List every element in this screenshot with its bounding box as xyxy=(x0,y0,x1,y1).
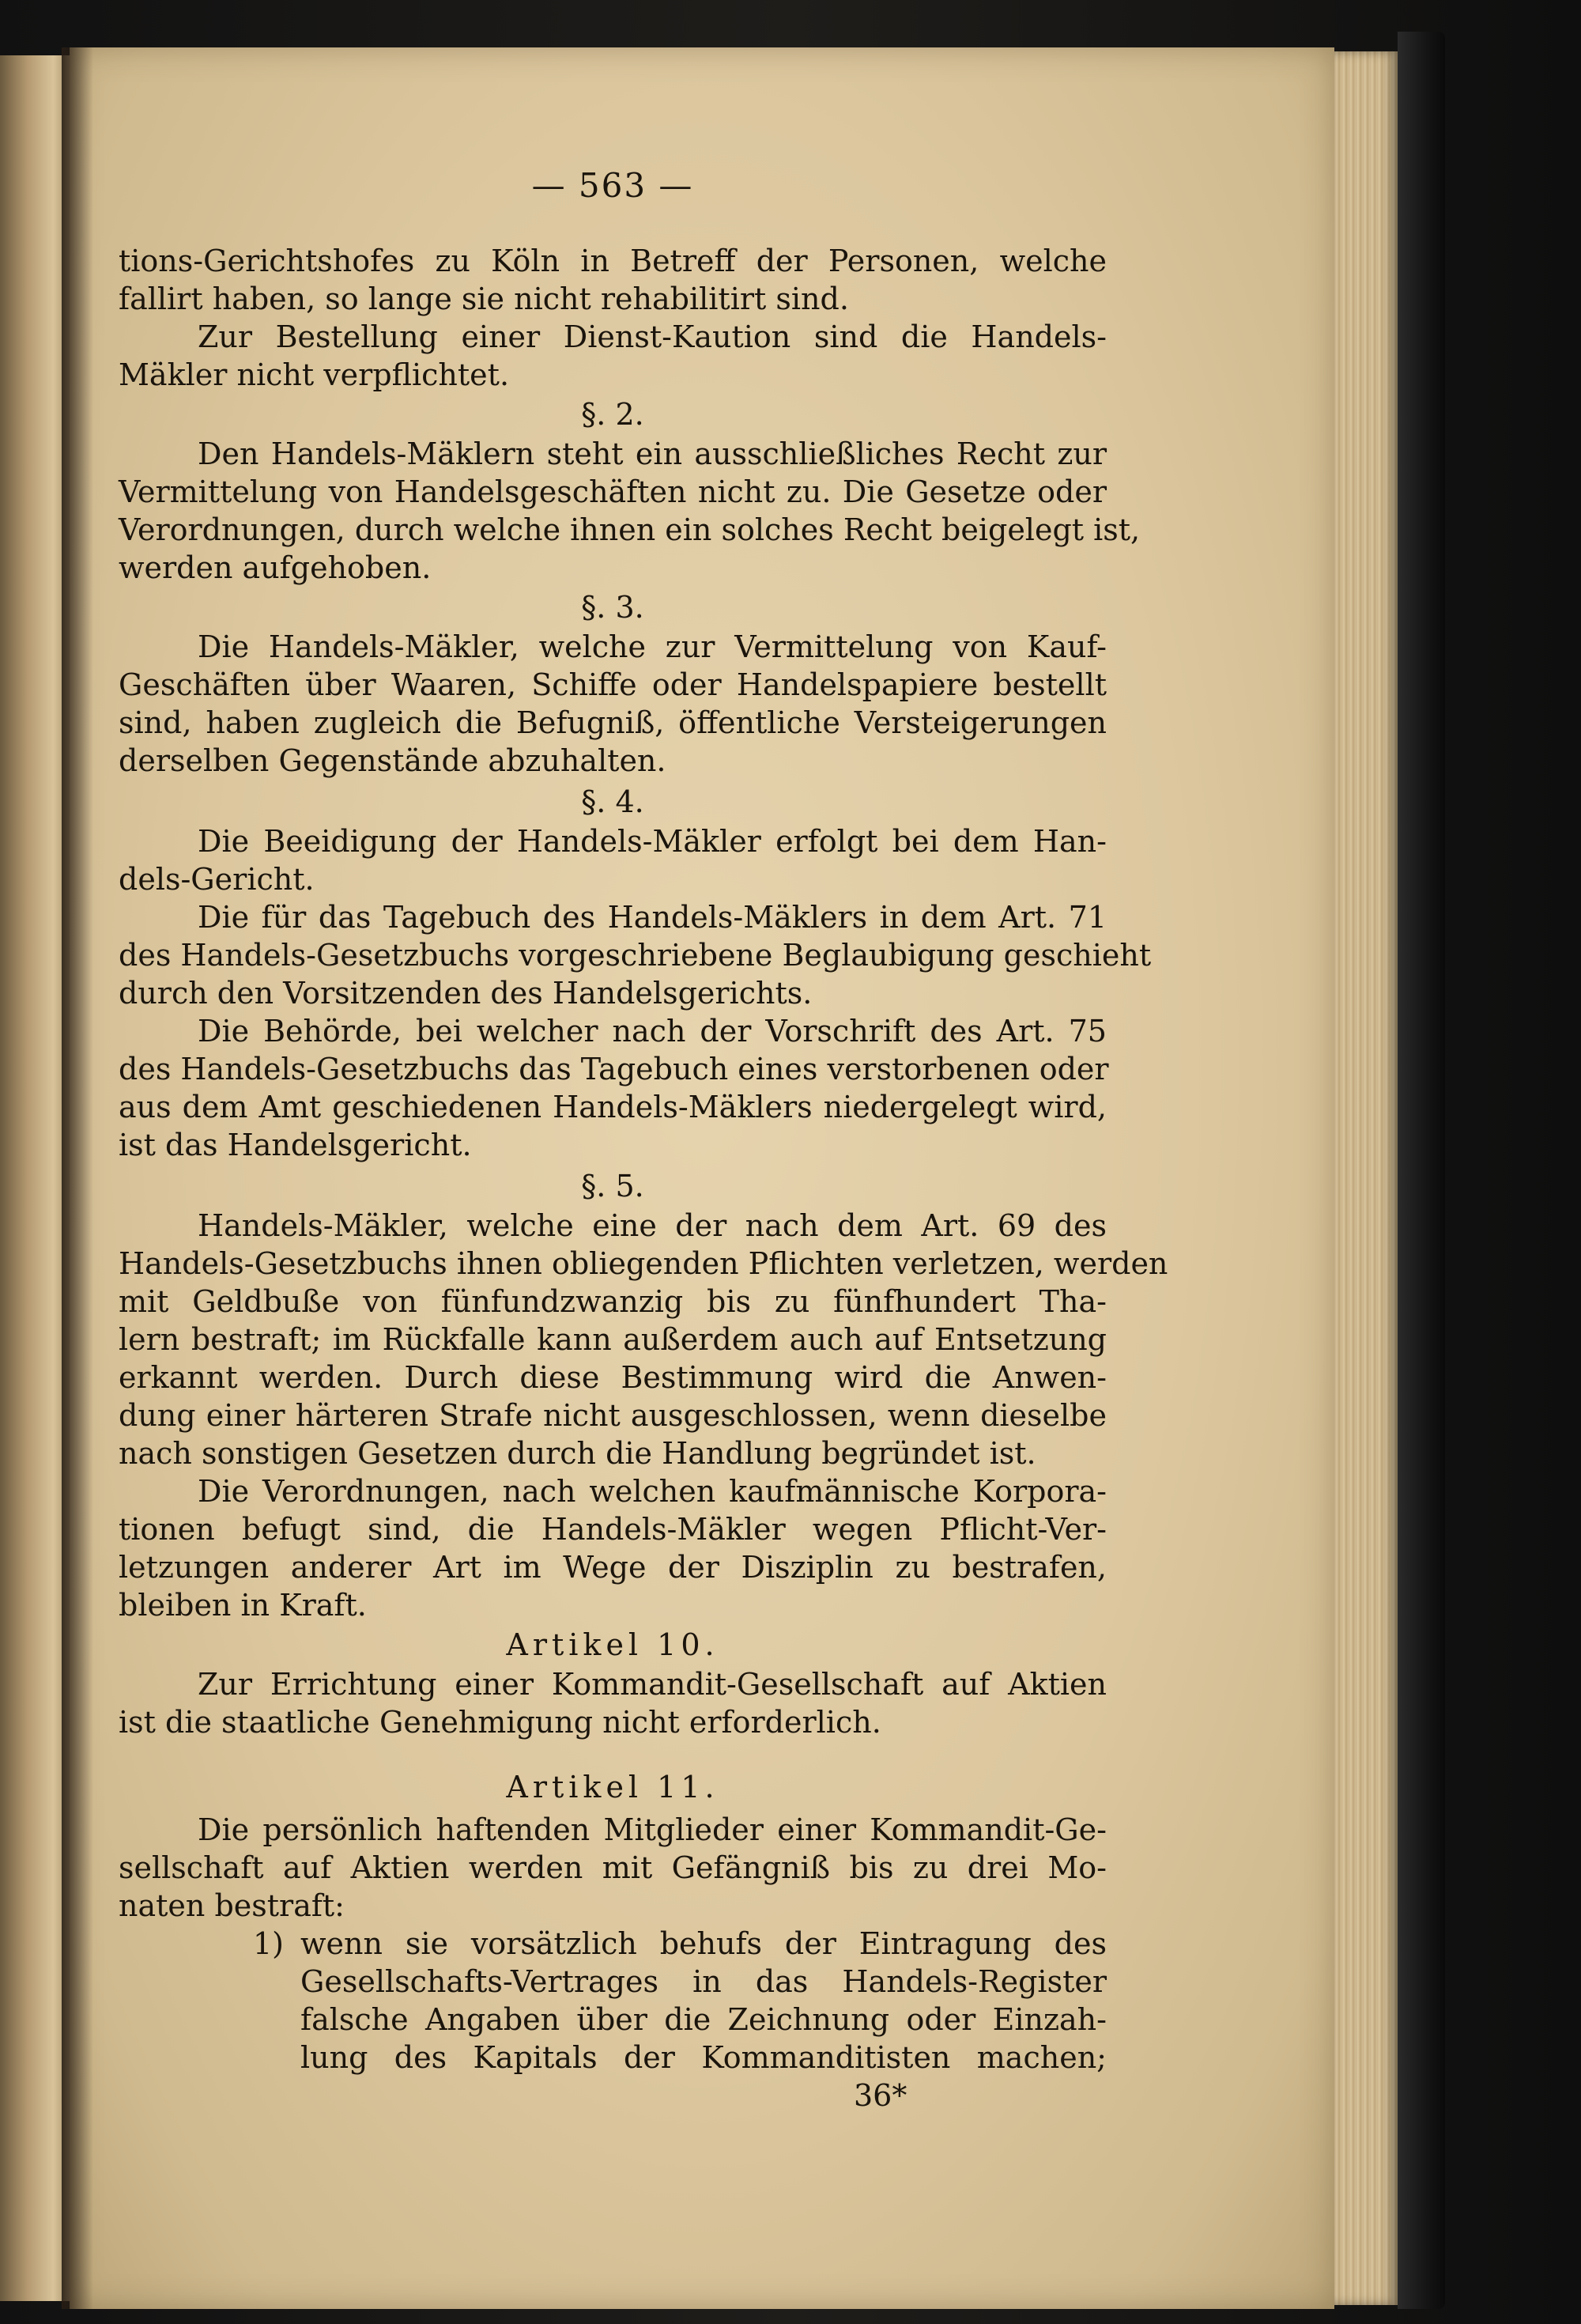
text-line: dung einer härteren Strafe nicht ausgeschlossen, wenn dieselbe xyxy=(119,1398,1107,1433)
text-line: bleiben in Kraft. xyxy=(119,1588,367,1623)
text-line: Die Behörde, bei welcher nach der Vorschrift des Art. 75 xyxy=(198,1014,1107,1049)
list-item-line: wenn sie vorsätzlich behufs der Eintragung des xyxy=(300,1926,1107,1961)
text-line: des Handels-Gesetzbuchs vorgeschriebene Beglaubigung geschieht xyxy=(119,938,1152,973)
text-line: lern bestraft; im Rückfalle kann außerdem auch auf Entsetzung xyxy=(119,1322,1107,1357)
left-page-edge xyxy=(0,55,71,2301)
text-line: aus dem Amt geschiedenen Handels-Mäklers niedergelegt wird, xyxy=(119,1090,1107,1124)
text-line: Geschäften über Waaren, Schiffe oder Handelspapiere bestellt xyxy=(119,667,1107,702)
text-line: des Handels-Gesetzbuchs das Tagebuch eines verstorbenen oder xyxy=(119,1052,1109,1086)
text-line: Den Handels-Mäklern steht ein ausschließliches Recht zur xyxy=(198,436,1107,471)
text-line: Mäkler nicht verpflichtet. xyxy=(119,357,510,392)
gutter-shadow xyxy=(62,47,93,2309)
text-line: tionen befugt sind, die Handels-Mäkler wegen Pflicht-Ver- xyxy=(119,1512,1107,1547)
text-line: Die Verordnungen, nach welchen kaufmännische Korpora- xyxy=(198,1474,1107,1509)
text-line: fallirt haben, so lange sie nicht rehabilitirt sind. xyxy=(119,282,849,316)
text-line: ist das Handelsgericht. xyxy=(119,1128,472,1162)
text-line: Die Beeidigung der Handels-Mäkler erfolgt bei dem Han- xyxy=(198,824,1107,859)
text-line: Die Handels-Mäkler, welche zur Vermittelung von Kauf- xyxy=(198,629,1107,664)
section-heading: §. 2. xyxy=(581,397,644,432)
text-line: Zur Errichtung einer Kommandit-Gesellschaft auf Aktien xyxy=(198,1667,1107,1702)
signature-mark: 36* xyxy=(854,2078,907,2113)
page-fore-edge xyxy=(1334,51,1398,2305)
section-heading: §. 3. xyxy=(581,590,644,625)
list-item-line: lung des Kapitals der Kommanditisten machen; xyxy=(300,2040,1107,2075)
text-line: Vermittelung von Handelsgeschäften nicht zu. Die Gesetze oder xyxy=(119,474,1107,509)
text-line: durch den Vorsitzenden des Handelsgerichts. xyxy=(119,976,813,1011)
text-line: derselben Gegenstände abzuhalten. xyxy=(119,743,666,778)
text-line: tions-Gerichtshofes zu Köln in Betreff der Personen, welche xyxy=(119,244,1107,278)
section-heading: §. 5. xyxy=(581,1169,644,1204)
list-item-line: falsche Angaben über die Zeichnung oder Einzah- xyxy=(300,2002,1107,2037)
article-heading: Artikel 11. xyxy=(506,1770,719,1804)
text-line: dels-Gericht. xyxy=(119,862,315,897)
section-heading: §. 4. xyxy=(581,784,644,819)
list-item-number: 1) xyxy=(253,1926,285,1961)
text-line: sellschaft auf Aktien werden mit Gefängniß bis zu drei Mo- xyxy=(119,1850,1107,1885)
text-line: Handels-Gesetzbuchs ihnen obliegenden Pflichten verletzen, werden xyxy=(119,1246,1168,1281)
text-line: ist die staatliche Genehmigung nicht erforderlich. xyxy=(119,1705,881,1740)
article-heading: Artikel 10. xyxy=(506,1627,719,1662)
page-number-header: — 563 — xyxy=(531,166,694,205)
text-line: Handels-Mäkler, welche eine der nach dem Art. 69 des xyxy=(198,1208,1107,1243)
book-cover-edge xyxy=(1398,32,1445,2309)
list-item-line: Gesellschafts-Vertrages in das Handels-Register xyxy=(300,1964,1107,1999)
text-line: sind, haben zugleich die Befugniß, öffentliche Versteigerungen xyxy=(119,705,1107,740)
text-line: mit Geldbuße von fünfundzwanzig bis zu fünfhundert Tha- xyxy=(119,1284,1107,1319)
text-line: naten bestraft: xyxy=(119,1888,345,1923)
text-line: werden aufgehoben. xyxy=(119,550,432,585)
text-line: Die für das Tagebuch des Handels-Mäklers in dem Art. 71 xyxy=(198,900,1107,935)
text-line: Zur Bestellung einer Dienst-Kaution sind die Handels- xyxy=(198,319,1107,354)
text-line: nach sonstigen Gesetzen durch die Handlung begründet ist. xyxy=(119,1436,1036,1471)
text-line: Verordnungen, durch welche ihnen ein solches Recht beigelegt ist, xyxy=(119,512,1141,547)
text-line: Die persönlich haftenden Mitglieder einer Kommandit-Ge- xyxy=(198,1812,1107,1847)
text-line: erkannt werden. Durch diese Bestimmung wird die Anwen- xyxy=(119,1360,1107,1395)
text-line: letzungen anderer Art im Wege der Disziplin zu bestrafen, xyxy=(119,1550,1107,1585)
